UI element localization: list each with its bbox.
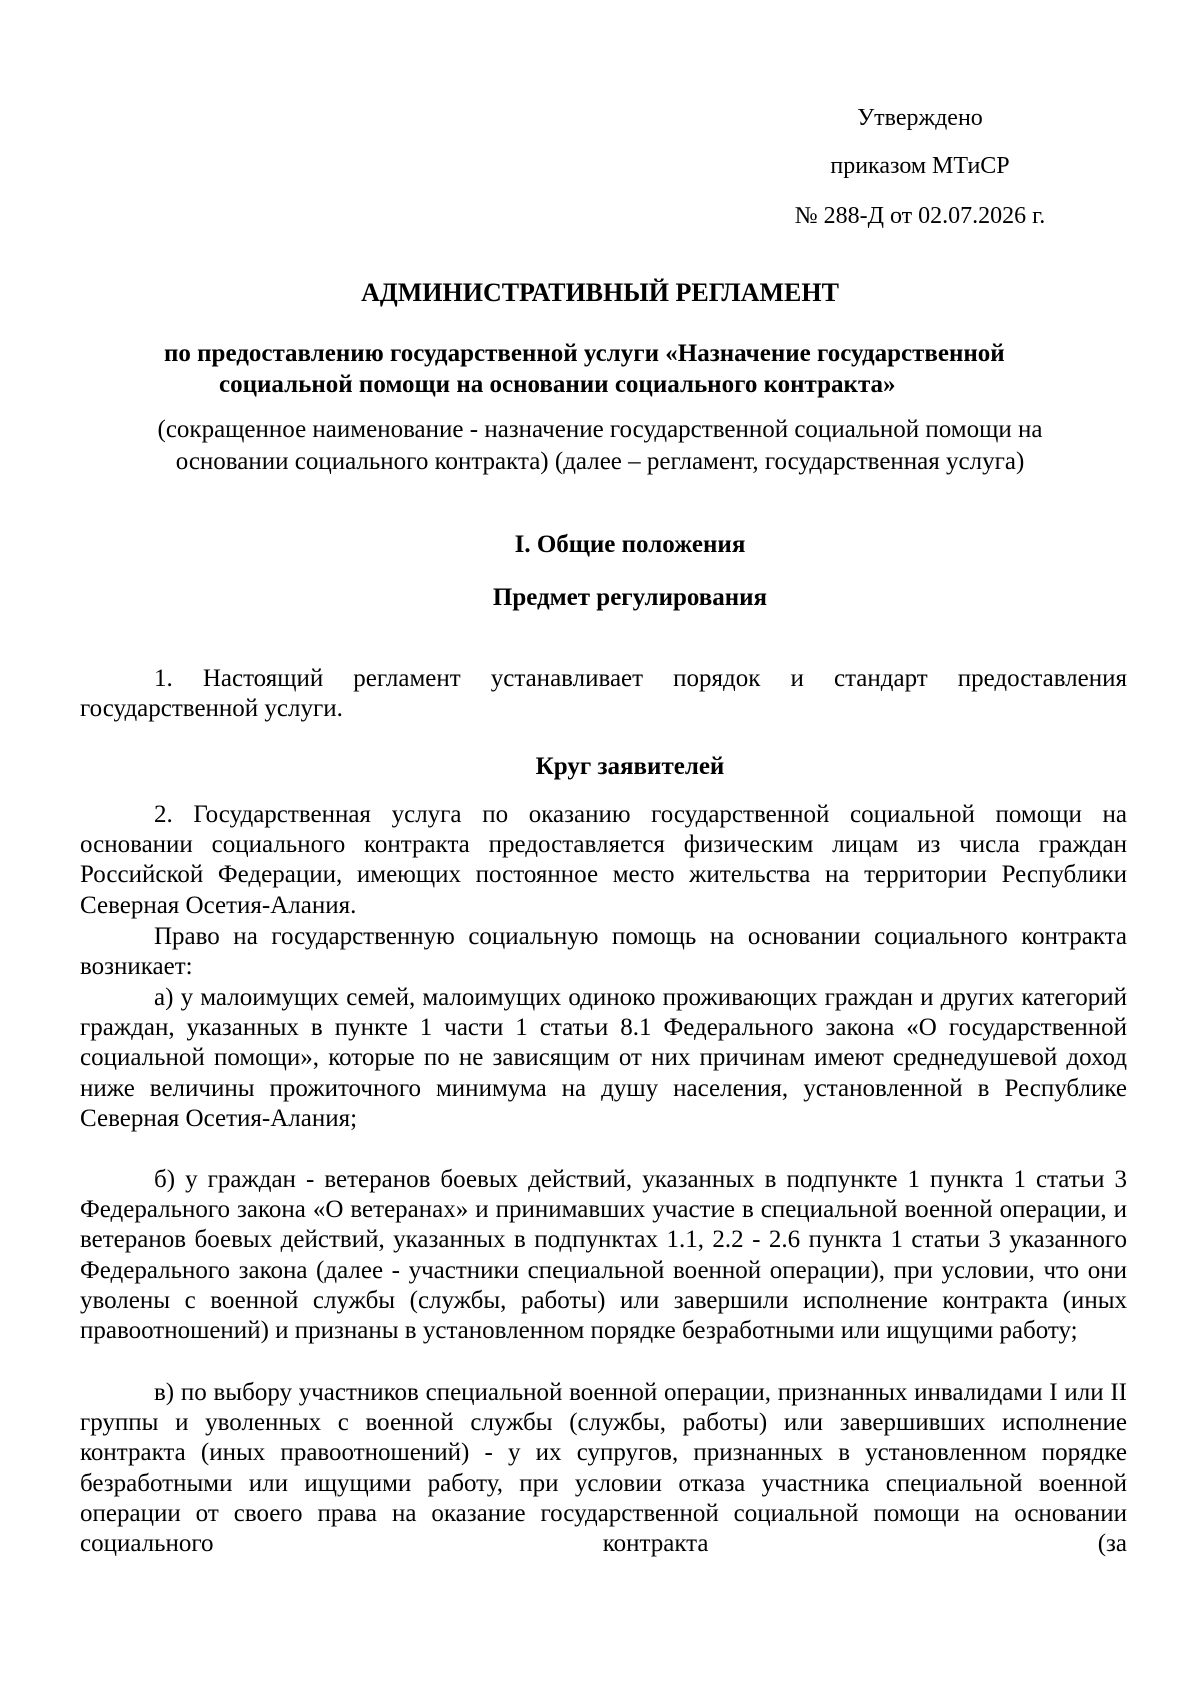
paragraph-2: 2. Государственная услуга по оказанию государственной социальной помощи на основании социального контракта предоставляется физическим лицам из числа граждан Российской Федерации, имеющих постоянное место жительства на территории Республики Северная Осетия-Алания. <box>80 801 1127 919</box>
list-item-a: а) у малоимущих семей, малоимущих одиноко проживающих граждан и других категорий граждан, указанных в пункте 1 части 1 статьи 8.1 Федерального закона «О государственной социальной помощи», которые по не зависящим от них причинам имеют среднедушевой доход ниже величины прожиточного минимума на душу населения, установленной в Республике Северная Осетия-Алания; <box>80 984 1127 1132</box>
section-heading-general-provisions: I. Общие положения <box>514 531 746 558</box>
document-subtitle-line-1: по предоставлению государственной услуги «Назначение государственной <box>164 340 1005 367</box>
short-name-line-1: (сокращенное наименование - назначение государственной социальной помощи на <box>157 416 1043 443</box>
short-name-line-2: основании социального контракта) (далее – регламент, государственная услуга) <box>175 448 1025 475</box>
list-item-b: б) у граждан - ветеранов боевых действий, указанных в подпункте 1 пункта 1 статьи 3 Федерального закона «О ветеранах» и принимавших участие в специальной военной операции, и ветеранов боевых действий, указанных в подпунктах 1.1, 2.2 - 2.6 пункта 1 статьи 3 указанного Федерального закона (далее - участники специальной военной операции), при условии, что они уволены с военной службы (службы, работы) или завершили исполнение контракта (иных правоотношений) и признаны в установленном порядке безработными или ищущими работу; <box>80 1166 1127 1345</box>
paragraph-right-to-assistance: Право на государственную социальную помощь на основании социального контракта возникает: <box>80 923 1127 981</box>
approval-stamp-line-number-date: № 288-Д от 02.07.2026 г. <box>794 203 1046 229</box>
document-title: АДМИНИСТРАТИВНЫЙ РЕГЛАМЕНТ <box>361 278 839 307</box>
paragraph-1: 1. Настоящий регламент устанавливает порядок и стандарт предоставления государственной услуги. <box>80 665 1127 723</box>
approval-stamp-line-approved: Утверждено <box>857 105 983 131</box>
subheading-subject-of-regulation: Предмет регулирования <box>492 584 768 611</box>
approval-stamp-line-order: приказом МТиСР <box>830 153 1010 179</box>
list-item-v: в) по выбору участников специальной военной операции, признанных инвалидами I или II группы и уволенных с военной службы (службы, работы) или завершивших исполнение контракта (иных правоотношений) - у их супругов, признанных в установленном порядке безработными или ищущими работу, при условии отказа участника специальной военной операции от своего права на оказание государственной социальной помощи на основании социального контракта (за <box>80 1379 1128 1558</box>
subheading-applicants: Круг заявителей <box>535 753 725 780</box>
document-subtitle-line-2: социальной помощи на основании социального контракта» <box>219 371 896 398</box>
